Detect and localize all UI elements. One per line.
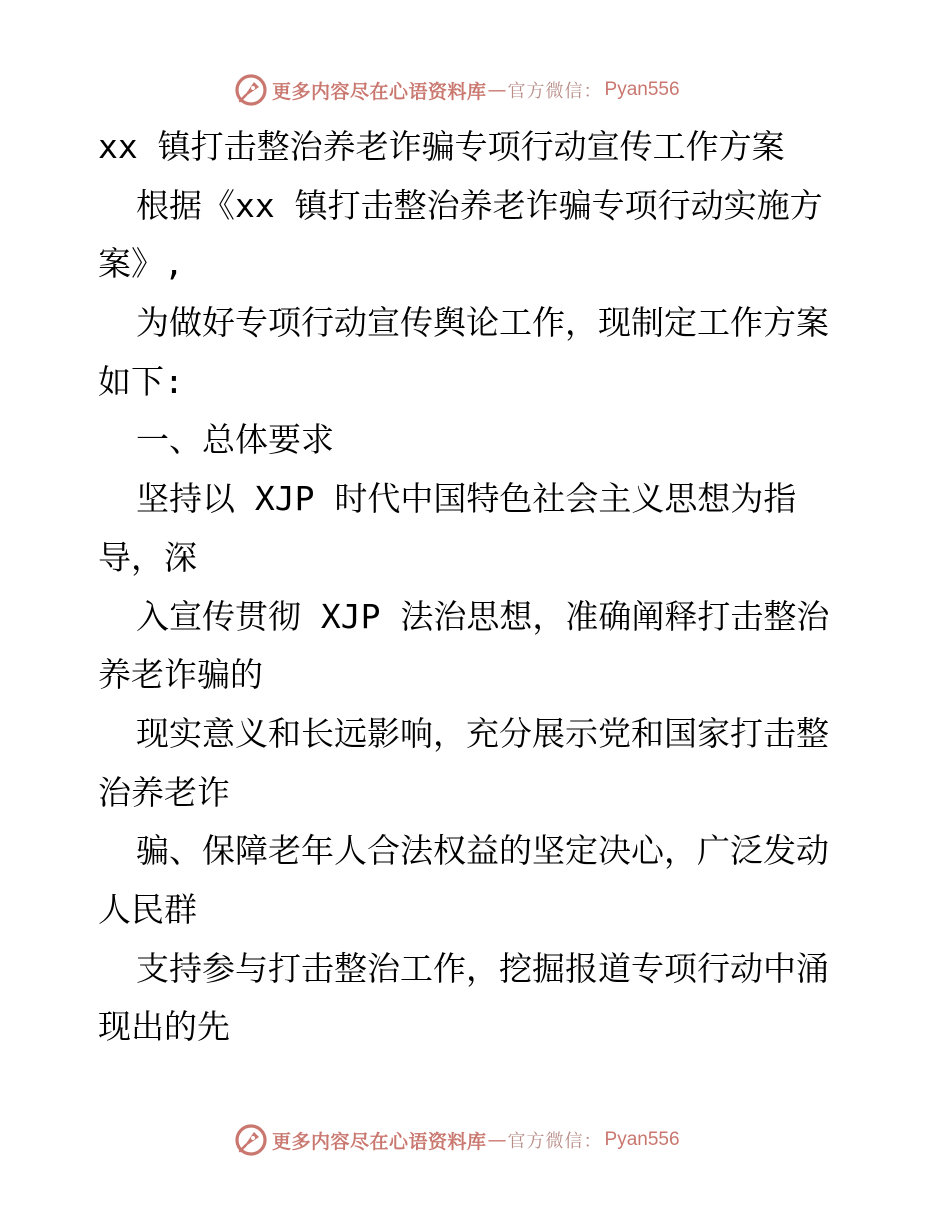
doc-line: 治养老诈 [98, 772, 230, 812]
doc-line: 根据《xx 镇打击整治养老诈骗专项行动实施方 [136, 185, 823, 225]
header-watermark [234, 72, 680, 108]
doc-line: 养老诈骗的 [98, 655, 263, 695]
doc-line: 如下: [98, 361, 184, 401]
watermark-wechat-id: Pyan556 [604, 1129, 680, 1150]
watermark-wechat-label: 官方微信： [507, 81, 603, 102]
doc-title: xx 镇打击整治养老诈骗专项行动宣传工作方案 [98, 127, 785, 166]
doc-line: 坚持以 XJP 时代中国特色社会主义思想为指 [136, 479, 797, 519]
section-heading: 一、总体要求 [136, 420, 334, 460]
doc-line: 现实意义和长远影响，充分展示党和国家打击整 [136, 713, 829, 753]
watermark-dash: — [487, 79, 507, 101]
doc-line: 案》, [98, 244, 184, 284]
watermark-wechat-label: 官方微信： [507, 1131, 603, 1152]
pen-nib-logo-icon [234, 73, 268, 107]
document-body [98, 118, 888, 1057]
watermark-wechat-id: Pyan556 [604, 79, 680, 100]
watermark-main-text: 更多内容尽在心语资料库 [272, 1130, 487, 1153]
doc-line: 骗、保障老年人合法权益的坚定决心，广泛发动 [136, 831, 829, 871]
footer-watermark [234, 1122, 680, 1158]
doc-line: 现出的先 [98, 1007, 230, 1047]
pen-nib-logo-icon [234, 1123, 268, 1157]
doc-line: 入宣传贯彻 XJP 法治思想，准确阐释打击整治 [136, 596, 830, 636]
doc-line: 人民群 [98, 889, 197, 929]
watermark-dash: — [487, 1129, 507, 1151]
doc-line: 为做好专项行动宣传舆论工作，现制定工作方案 [136, 303, 829, 343]
watermark-main-text: 更多内容尽在心语资料库 [272, 80, 487, 103]
doc-line: 导，深 [98, 537, 197, 577]
doc-line: 支持参与打击整治工作，挖掘报道专项行动中涌 [136, 948, 829, 988]
